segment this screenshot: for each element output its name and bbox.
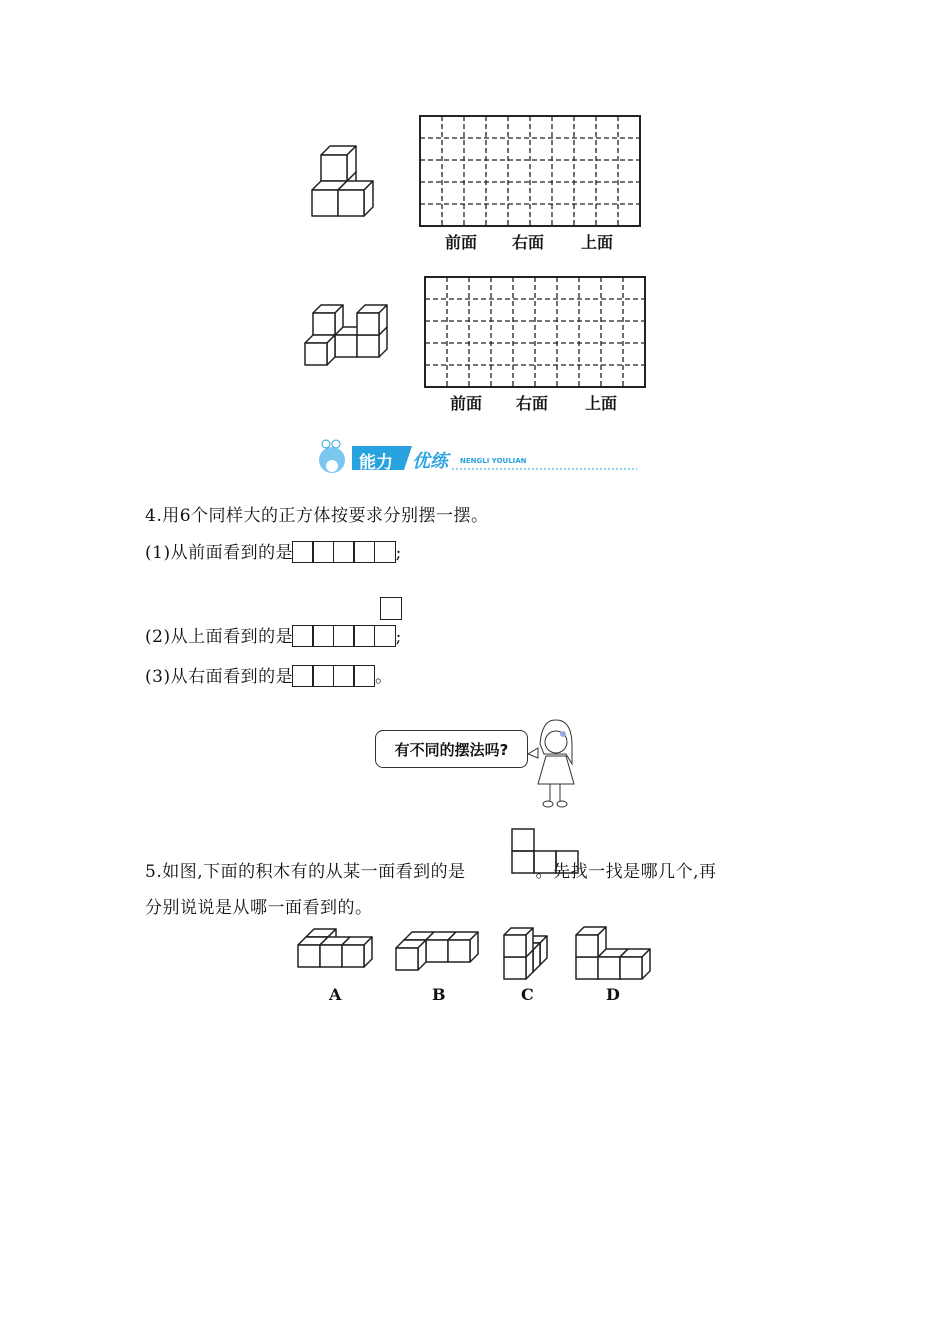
q4-item-3 [145, 662, 393, 687]
answer-shape-top-extra-box [380, 597, 402, 620]
cube [338, 181, 373, 216]
punct: 。 [375, 667, 393, 687]
q4-prompt: 4.用6个同样大的正方体按要求分别摆一摆。 [145, 506, 489, 526]
option-b-label[interactable]: B [432, 985, 446, 1004]
cube [396, 940, 426, 970]
option-c-label[interactable]: C [521, 985, 534, 1004]
punct: ; [395, 543, 402, 563]
answer-shape-top [293, 627, 396, 647]
q4-item-1 [145, 538, 402, 563]
q5-view-shape [511, 828, 583, 876]
section-banner [312, 436, 642, 476]
option-d-figure [570, 922, 660, 984]
label-right: 右面 [516, 394, 549, 413]
speech-bubble-text: 有不同的摆法吗? [394, 740, 509, 759]
cube-figure-1 [300, 130, 390, 230]
label-front: 前面 [450, 394, 483, 413]
option-a-figure [292, 925, 382, 980]
girl-illustration-icon [528, 714, 578, 810]
dashed-grid-2 [423, 275, 647, 389]
label-right: 右面 [512, 233, 545, 252]
cube [576, 927, 606, 957]
label-front: 前面 [445, 233, 478, 252]
q5-line-2: 分别说说是从哪一面看到的。 [145, 898, 373, 918]
q5-line-1 [145, 857, 717, 882]
cube [357, 305, 387, 335]
answer-shape-front [293, 543, 396, 563]
punct: ; [395, 627, 402, 647]
label-top: 上面 [581, 233, 614, 252]
banner-title-a: 能力 [359, 453, 393, 473]
cube [620, 949, 650, 979]
cube [448, 932, 478, 962]
option-b-figure [392, 925, 487, 980]
option-c-figure [498, 922, 558, 984]
q4-item-2 [145, 622, 402, 647]
option-a-label[interactable]: A [329, 985, 342, 1004]
cube [504, 928, 533, 957]
cube [342, 937, 372, 967]
cube [321, 146, 356, 181]
q4-item-3-text: (3)从右面看到的是 [145, 667, 294, 687]
option-d-label[interactable]: D [606, 985, 620, 1004]
dashed-grid-1 [418, 114, 642, 228]
cube [305, 335, 335, 365]
q5-text-a: 5.如图,下面的积木有的从某一面看到的是 [145, 862, 466, 882]
q4-item-2-text: (2)从上面看到的是 [145, 627, 294, 647]
q4-item-1-text: (1)从前面看到的是 [145, 543, 294, 563]
q5-text-b: 。先找一找是哪几个,再 [535, 862, 717, 882]
banner-pinyin: NENGLI YOULIAN [460, 457, 527, 465]
answer-shape-right [293, 667, 375, 687]
speech-bubble [375, 730, 528, 768]
label-top: 上面 [585, 394, 618, 413]
banner-title-b: 优练 [412, 451, 448, 472]
cube-figure-2 [295, 300, 405, 390]
cube [313, 305, 343, 335]
